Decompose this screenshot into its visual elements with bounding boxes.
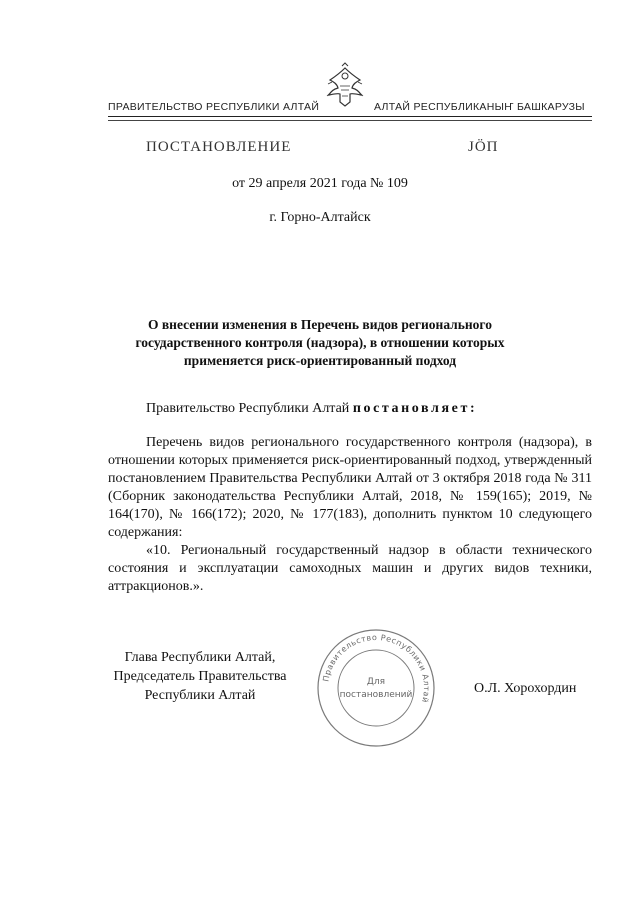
document-title <box>110 316 530 370</box>
date-line: от 29 апреля 2021 года № 109 <box>232 176 408 191</box>
stamp-ring-text: Правительство Республики Алтай <box>321 632 432 704</box>
official-stamp <box>314 626 438 750</box>
signature-line: Глава Республики Алтай, <box>124 650 276 665</box>
stamp-center-2: постановлений <box>339 690 413 700</box>
title-line: применяется риск-ориентированный подход <box>183 353 457 368</box>
title-line: О внесении изменения в Перечень видов регионального <box>148 317 492 332</box>
signature-title <box>106 648 294 705</box>
signature-line: Председатель Правительства <box>113 669 287 684</box>
header-rule-thin <box>108 120 592 121</box>
document-body <box>108 434 592 596</box>
decree-line <box>146 401 477 417</box>
header-rule <box>108 116 592 117</box>
decree-verb: постановляет: <box>352 401 478 416</box>
body-paragraph: «10. Региональный государственный надзор в области технического состояния и эксплуатации самоходных машин и других видов техники, аттракционов.». <box>108 543 592 594</box>
header-left: ПРАВИТЕЛЬСТВО РЕСПУБЛИКИ АЛТАЙ <box>108 101 320 113</box>
body-paragraph: Перечень видов регионального государственного контроля (надзора), в отношении которых применяется риск-ориентированный подход, утвержденный постановлением Правительства Республики Алтай от 3 октября 2018 года № 311 (Сборник законодательства Республики Алтай, 2018, № 159(165); 2019, № 164(170), № 166(172); 2020, № 177(183), дополнить пунктом 10 следующего содержания: <box>108 435 592 540</box>
header-right: АЛТАЙ РЕСПУБЛИКАНЫҤ БАШКАРУЗЫ <box>374 101 585 113</box>
coat-of-arms-icon <box>322 62 368 110</box>
city-line: г. Горно-Алтайск <box>269 210 371 225</box>
signature-name: О.Л. Хорохордин <box>474 681 577 696</box>
title-line: государственного контроля (надзора), в отношении которых <box>135 335 505 350</box>
decree-prefix: Правительство Республики Алтай <box>146 401 350 416</box>
stamp-center-1: Для <box>366 677 386 687</box>
signature-line: Республики Алтай <box>144 688 256 703</box>
doc-type-ru: ПОСТАНОВЛЕНИЕ <box>146 139 292 155</box>
doc-type-alt: JӦП <box>468 139 499 155</box>
